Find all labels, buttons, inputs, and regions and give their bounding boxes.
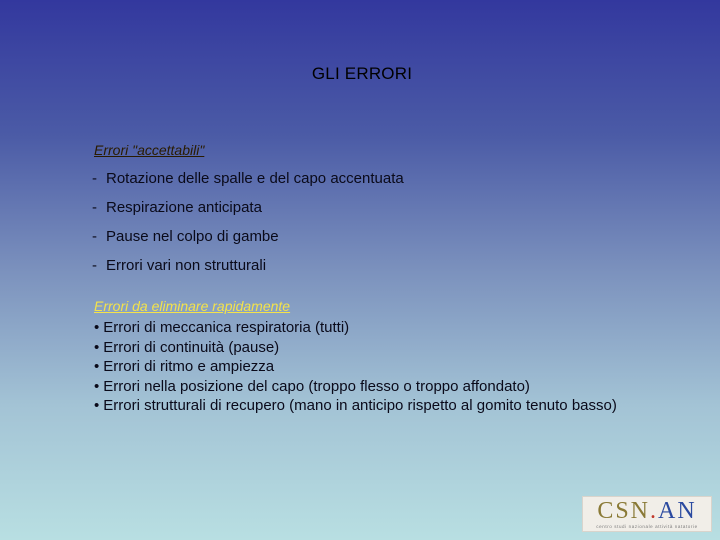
eliminate-errors-list [94,318,634,416]
acceptable-errors-heading: Errori "accettabili" [94,142,205,158]
eliminate-errors-heading: Errori da eliminare rapidamente [94,298,291,314]
list-item-text: Respirazione anticipata [106,199,262,216]
list-item [92,228,404,257]
bullet-marker: • [94,358,100,375]
list-item [94,377,634,397]
logo-tagline: centro studi nazionale attività natatorie [596,524,698,529]
bullet-marker: • [94,319,100,336]
list-item [94,357,634,377]
list-item-text: Errori di ritmo e ampiezza [103,358,275,375]
bullet-marker: • [94,338,100,356]
list-item [94,338,634,358]
list-item-text: Rotazione delle spalle e del capo accentuata [106,170,404,187]
list-item-text: Pause nel colpo di gambe [106,228,279,245]
dash-marker: - [92,199,97,216]
dash-marker: - [92,228,97,245]
list-item [92,257,404,286]
logo-separator: . [650,498,658,524]
list-item-text: Errori nella posizione del capo (troppo flesso o troppo affondato) [103,377,530,395]
bullet-marker: • [94,377,100,395]
bullet-marker: • [94,397,100,414]
list-item-text: Errori vari non strutturali [106,257,267,274]
csnan-logo [582,496,712,532]
logo-wordmark [583,498,711,524]
list-item [94,318,634,338]
list-item-text: Errori di continuità (pause) [103,338,280,356]
list-item-text: Errori di meccanica respiratoria (tutti) [103,319,350,336]
acceptable-errors-list [92,170,404,286]
dash-marker: - [92,170,97,187]
slide-title: GLI ERRORI [311,64,413,83]
list-item-text: Errori strutturali di recupero (mano in anticipo rispetto al gomito tenuto basso) [103,397,617,414]
logo-part-csn: CSN [597,498,650,524]
logo-part-an: AN [658,498,697,524]
list-item [92,199,404,228]
list-item [94,396,634,416]
list-item [92,170,404,199]
dash-marker: - [92,257,97,274]
